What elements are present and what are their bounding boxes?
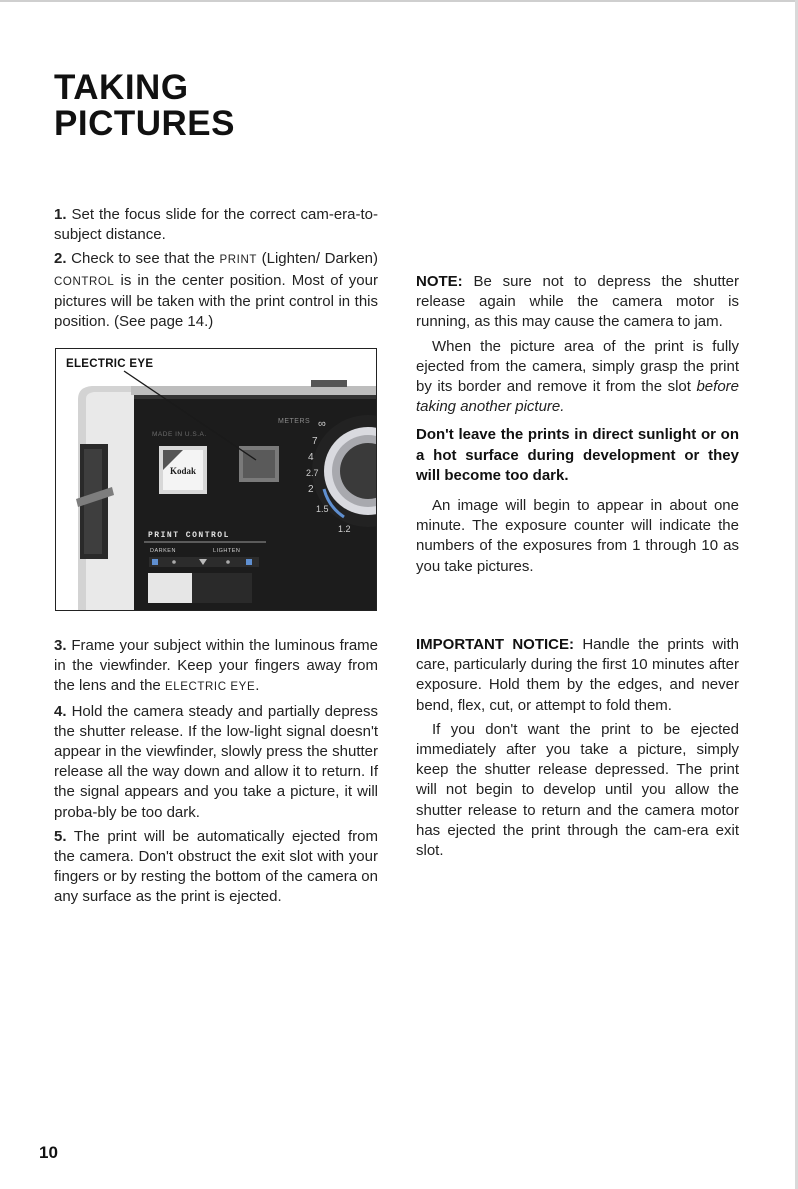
note-text: Be sure not to depress the shutter release again while the camera motor is running, as this may cause the camera to jam. bbox=[416, 273, 740, 331]
important-notice-text: Handle the prints with care, particularly during the first 10 minutes after exposure. Hold them by the edges, and never bend, flex, cut, or attempt to fold them. bbox=[416, 636, 739, 714]
camera-drawing bbox=[56, 349, 376, 610]
note-paragraph bbox=[416, 272, 739, 333]
made-in-label: MADE IN U.S.A. bbox=[152, 431, 207, 438]
exposure-counter-window bbox=[148, 573, 192, 603]
step-2-text-pre: Check to see that the bbox=[71, 250, 215, 268]
dial-number-4: 4 bbox=[308, 452, 314, 463]
print-control-dot bbox=[172, 560, 176, 564]
dial-number-7: 7 bbox=[312, 436, 318, 447]
kodak-brand-text: Kodak bbox=[169, 466, 197, 476]
sunlight-warning: Don't leave the prints in direct sunlight or on a hot surface during development or they will become too dark. bbox=[416, 426, 739, 484]
print-control-label: PRINT CONTROL bbox=[148, 531, 230, 540]
step-2-number: 2. bbox=[54, 250, 67, 268]
step-3-electric-eye-term: ELECTRIC EYE bbox=[164, 681, 256, 694]
front-panel-edge bbox=[134, 395, 376, 399]
left-column-top bbox=[54, 205, 378, 336]
step-4-text: Hold the camera steady and partially depress the shutter release. If the low-light signal doesn't appear in the viewfinder, slowly press the shutter release all the way down and allow it to return. If the signal appears and you take a picture, it will proba-bly be too dark. bbox=[54, 702, 379, 821]
step-1-text: Set the focus slide for the correct cam-era-to-subject distance. bbox=[54, 206, 379, 244]
dial-number-2: 2 bbox=[308, 484, 314, 495]
step-4-number: 4. bbox=[54, 702, 67, 720]
shutter-button-top bbox=[311, 380, 347, 387]
step-2-text-mid: (Lighten/ Darken) bbox=[261, 250, 379, 268]
darken-label: DARKEN bbox=[150, 548, 176, 554]
dial-number-infinity: ∞ bbox=[318, 418, 326, 430]
left-column-bottom bbox=[54, 636, 378, 912]
step-2-print-term: PRINT bbox=[219, 254, 257, 267]
step-3 bbox=[54, 636, 378, 698]
step-5-number: 5. bbox=[54, 827, 67, 845]
page-title bbox=[54, 70, 235, 142]
step-3-number: 3. bbox=[54, 637, 67, 654]
step-3-text-pre: Frame your subject within the luminous frame in the viewfinder. Keep your fingers away from the lens and the bbox=[54, 637, 378, 695]
step-1 bbox=[54, 205, 378, 245]
page-title-line-2: PICTURES bbox=[54, 104, 235, 143]
eject-text: When the picture area of the print is fully ejected from the camera, simply grasp the print by its border and remove it from the slot bbox=[416, 337, 739, 396]
right-column-bottom bbox=[416, 635, 739, 865]
print-control-mark-left bbox=[152, 559, 158, 565]
dial-number-2-7: 2.7 bbox=[306, 468, 319, 478]
eject-italic-text: before taking another picture. bbox=[416, 378, 740, 416]
note-lead: NOTE: bbox=[416, 273, 463, 290]
dial-number-1-5: 1.5 bbox=[316, 504, 329, 514]
step-4 bbox=[54, 702, 378, 823]
step-5-text: The print will be automatically ejected from the camera. Don't obstruct the exit slot with your fingers or by resting the bottom of the camera on any surface as the print is ejected. bbox=[54, 827, 378, 906]
page-title-line-1: TAKING bbox=[54, 68, 189, 107]
lighten-label: LIGHTEN bbox=[213, 548, 241, 554]
important-notice-lead: IMPORTANT NOTICE: bbox=[416, 636, 575, 653]
image-appear-paragraph: An image will begin to appear in about one minute. The exposure counter will indicate the numbers of the exposures from 1 through 10 as you take pictures. bbox=[416, 497, 739, 575]
important-notice bbox=[416, 635, 739, 716]
step-2-text-post: is in the center position. Most of your pictures will be taken with the print control in this position. (See page 14.) bbox=[54, 271, 378, 331]
step-5 bbox=[54, 827, 378, 908]
print-control-mark-right bbox=[246, 559, 252, 565]
print-control-dot bbox=[226, 560, 230, 564]
meters-label: METERS bbox=[278, 418, 311, 425]
electric-eye-callout-label: ELECTRIC EYE bbox=[66, 358, 154, 370]
camera-illustration bbox=[55, 348, 377, 611]
page-top-edge bbox=[0, 0, 798, 2]
eject-option-paragraph: If you don't want the print to be ejected immediately after you take a picture, simply keep the shutter release depressed. The print will not begin to develop until you allow the shutter release to return and the camera motor has ejected the print through the cam-era exit slot. bbox=[416, 720, 739, 860]
step-2 bbox=[54, 249, 378, 332]
print-control-slider bbox=[192, 573, 252, 603]
page-number: 10 bbox=[39, 1143, 58, 1162]
right-column-top bbox=[416, 272, 739, 581]
dial-number-1-2: 1.2 bbox=[338, 524, 351, 534]
eject-paragraph bbox=[416, 337, 739, 418]
step-3-text-post: . bbox=[255, 677, 260, 695]
camera-top-ridge bbox=[131, 386, 376, 395]
step-2-control-term: CONTROL bbox=[54, 275, 115, 288]
step-1-number: 1. bbox=[54, 206, 67, 223]
